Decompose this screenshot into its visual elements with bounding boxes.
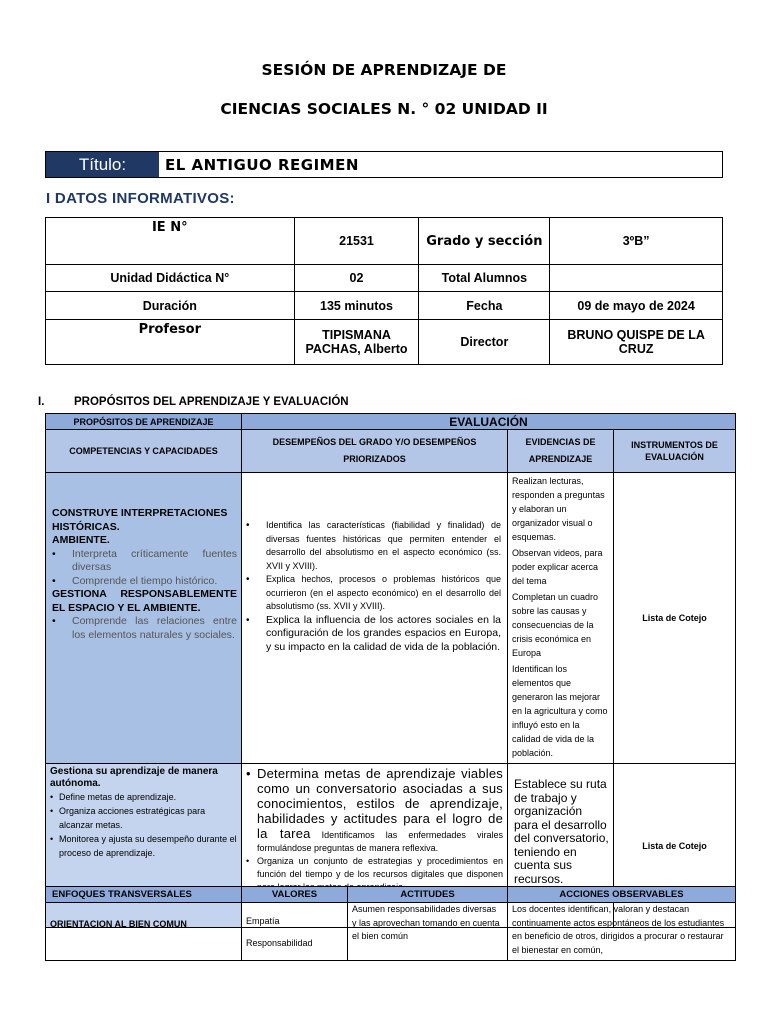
- evidencia-2-text: Establece su ruta de trabajo y organización para el desarrollo del conversatorio, teniendo en cuenta sus recursos.: [514, 777, 609, 886]
- instrumento-2-cell: Lista de Cotejo: [614, 764, 736, 928]
- enfoque-name: ORIENTACION AL BIEN COMUN: [46, 903, 242, 961]
- actitudes-header: ACTITUDES: [348, 887, 508, 903]
- section-title: PROPÓSITOS DEL APRENDIZAJE Y EVALUACIÓN: [74, 396, 349, 408]
- valores-cell: [242, 903, 348, 961]
- acciones-cell: Los docentes identifican, valoran y destacan continuamente actos espontáneos de los estudiantes en beneficio de otros, dirigidos a procurar o restaurar el bienestar en común,: [508, 903, 736, 961]
- valores-header: VALORES: [242, 887, 348, 903]
- competencias-cell: [46, 473, 242, 764]
- session-subtitle: CIENCIAS SOCIALES N. ° 02 UNIDAD II: [220, 100, 548, 118]
- evidencias-cell: [508, 473, 614, 764]
- evidencias-header: EVIDENCIAS DE APRENDIZAJE: [508, 430, 614, 473]
- evaluation-table: [45, 413, 736, 928]
- director-label: Director: [419, 320, 550, 365]
- desempenos-cell: [242, 473, 508, 764]
- list-item: • Comprende las relaciones entre los elementos naturales y sociales.: [52, 615, 237, 641]
- propositos-header: PROPÓSITOS DE APRENDIZAJE: [46, 414, 242, 430]
- enfoques-header: ENFOQUES TRANSVERSALES: [46, 887, 242, 903]
- duracion-value: 135 minutos: [294, 292, 419, 320]
- gestiona-title: Gestiona su aprendizaje de manera autónoma.: [50, 766, 218, 789]
- ie-value: 21531: [294, 218, 419, 265]
- list-item: • Explica la influencia de los actores sociales en la configuración de los grandes espacios en Europa, y su impacto en la calidad de vida de la población.: [246, 613, 501, 653]
- list-item: • Define metas de aprendizaje.: [50, 792, 177, 802]
- grado-label: Grado y sección: [419, 218, 550, 265]
- valor-2: Responsabilidad: [246, 937, 313, 948]
- profesor-label: Profesor: [46, 320, 295, 365]
- unidad-value: 02: [294, 265, 419, 292]
- unidad-label: Unidad Didáctica N°: [46, 265, 295, 292]
- datos-informativos-heading: I DATOS INFORMATIVOS:: [46, 190, 235, 207]
- titulo-bar: [45, 151, 723, 178]
- list-item: • Comprende el tiempo histórico.: [52, 574, 218, 587]
- desempenos-header: DESEMPEÑOS DEL GRADO Y/O DESEMPEÑOS PRIORIZADOS: [242, 430, 508, 473]
- valor-1: Empatía: [246, 916, 280, 926]
- info-table: [45, 217, 723, 365]
- section-number: I.: [38, 396, 45, 408]
- competencias-header: COMPETENCIAS Y CAPACIDADES: [46, 430, 242, 473]
- list-item: • Organiza un conjunto de estrategias y procedimientos en función del tiempo y de los recursos digitales que disponen: [246, 856, 503, 879]
- competencia-1-title: CONSTRUYE INTERPRETACIONES HISTÓRICAS.: [52, 507, 228, 533]
- list-item: • Organiza acciones estratégicas para alcanzar metas.: [50, 806, 206, 830]
- section-heading: [38, 396, 349, 408]
- profesor-value: TIPISMANA PACHAS, Alberto: [294, 320, 419, 365]
- evaluacion-header: EVALUACIÓN: [242, 414, 736, 430]
- enfoques-table: [45, 886, 736, 961]
- evidencia-item: Realizan lecturas, responden a preguntas y elaboran un organizador visual o esquemas.: [512, 476, 605, 542]
- list-item: • Identifica las características (fiabilidad y finalidad) de diversas fuentes históricas que permiten entender el desarrollo del absolutismo en el aspecto económico (ss. XVII y XVIII).: [246, 520, 501, 571]
- acciones-header: ACCIONES OBSERVABLES: [508, 887, 736, 903]
- ie-label: IE N°: [46, 218, 295, 265]
- evidencia-item: Completan un cuadro sobre las causas y consecuencias de la crisis económica en Europa: [512, 592, 599, 658]
- evidencia-item: Observan videos, para poder explicar acerca del tema: [512, 548, 603, 586]
- list-item: • Determina metas de aprendizaje viables como un conversatorio asociadas a sus conocimientos, estilos de aprendizaje, habilidades y actitudes para el logro de la tarea Identificamos las enfermedades virales formulándose preguntas de manera reflexiva.: [246, 766, 503, 853]
- list-item: • Explica hechos, procesos o problemas históricos que ocurrieron (en el aspecto económico) en el desarrollo del absolutismo (ss. XVII y XVIII).: [246, 574, 501, 611]
- list-item: • Interpreta críticamente fuentes diversas: [52, 547, 237, 573]
- duracion-label: Duración: [46, 292, 295, 320]
- instrumentos-header: INSTRUMENTOS DE EVALUACIÓN: [614, 430, 736, 473]
- session-title: SESIÓN DE APRENDIZAJE DE: [261, 61, 507, 79]
- list-item: • Monitorea y ajusta su desempeño durante el proceso de aprendizaje.: [50, 834, 237, 858]
- director-value: BRUNO QUISPE DE LA CRUZ: [550, 320, 723, 365]
- evidencia-item: Identifican los elementos que generaron las mejorar en la agricultura y como influyó esto en la calidad de vida de la población.: [512, 664, 608, 758]
- competencia-2-title: GESTIONA RESPONSABLEMENTE EL ESPACIO Y EL AMBIENTE.: [52, 588, 237, 614]
- total-value: [550, 265, 723, 292]
- total-label: Total Alumnos: [419, 265, 550, 292]
- fecha-label: Fecha: [419, 292, 550, 320]
- instrumento-cell: Lista de Cotejo: [614, 473, 736, 764]
- titulo-value: EL ANTIGUO REGIMEN: [165, 155, 359, 174]
- titulo-label: Título:: [46, 152, 159, 177]
- grado-value: 3ºB”: [550, 218, 723, 265]
- fecha-value: 09 de mayo de 2024: [550, 292, 723, 320]
- competencia-1-sub: AMBIENTE.: [52, 534, 110, 546]
- actitud-cell: Asumen responsabilidades diversas y las aprovechan tomando en cuenta el bien común: [348, 903, 508, 961]
